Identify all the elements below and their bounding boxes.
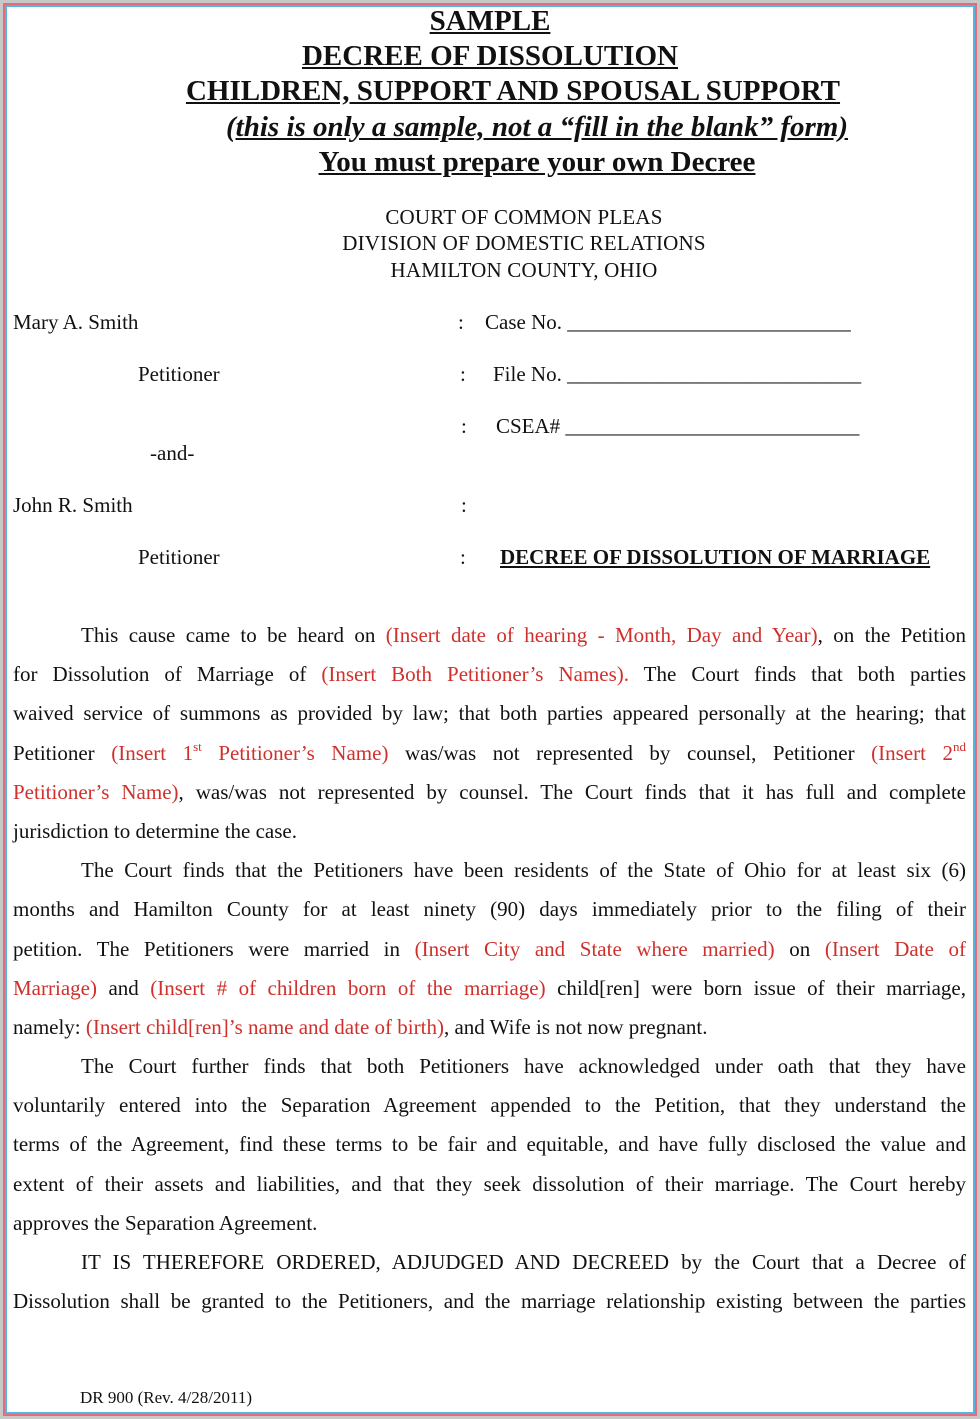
paragraph-4-line-2: Dissolution shall be granted to the Petitioners, and the marriage relationship existing between the parties — [13, 1289, 966, 1313]
text: , was/was not represented by counsel. The Court finds that it has full and complete — [178, 780, 966, 804]
paragraph-3-line-1: The Court further finds that both Petitioners have acknowledged under oath that they have — [81, 1054, 966, 1078]
heading-decree: DECREE OF DISSOLUTION — [301, 40, 678, 72]
text: was/was not represented by counsel, Petitioner — [388, 741, 872, 765]
file-number-field: File No. ____________________________ — [493, 362, 862, 386]
form-id-footer: DR 900 (Rev. 4/28/2011) — [80, 1388, 253, 1407]
paragraph-1-line-3: waived service of summons as provided by law; that both parties appeared personally at the hearing; that — [13, 701, 966, 725]
text: , and Wife is not now pregnant. — [443, 1015, 708, 1039]
paragraph-2-line-1: The Court finds that the Petitioners have been residents of the State of Ohio for at least six (6) — [81, 858, 966, 882]
paragraph-1-line-6: jurisdiction to determine the case. — [13, 819, 297, 843]
heading-children-support: CHILDREN, SUPPORT AND SPOUSAL SUPPORT — [185, 75, 841, 107]
party2-name: John R. Smith — [13, 493, 133, 517]
court-division: DIVISION OF DOMESTIC RELATIONS — [342, 231, 706, 255]
text: (Insert 2 — [871, 741, 954, 765]
caption-colon: : — [460, 362, 466, 386]
text: child[ren] were born issue of their marriage, — [545, 976, 966, 1000]
court-name: COURT OF COMMON PLEAS — [385, 205, 663, 229]
paragraph-4-line-1: IT IS THEREFORE ORDERED, ADJUDGED AND DECREED by the Court that a Decree of — [81, 1250, 966, 1274]
paragraph-2-line-3 — [13, 936, 966, 962]
text: Petitioner — [13, 741, 112, 765]
paragraph-3-line-4: extent of their assets and liabilities, and that they seek dissolution of their marriage. The Court hereby — [13, 1172, 966, 1196]
text: Petitioner’s Name) — [201, 741, 389, 765]
party1-name: Mary A. Smith — [13, 310, 139, 334]
paragraph-2-line-2: months and Hamilton County for at least ninety (90) days immediately prior to the filing of their — [13, 897, 966, 921]
text: on — [774, 937, 825, 961]
caption-colon: : — [458, 310, 464, 334]
party1-role: Petitioner — [138, 362, 220, 386]
text: for Dissolution of Marriage of — [13, 662, 322, 686]
placeholder-petitioner-names: (Insert Both Petitioner’s Names). — [321, 662, 630, 686]
text: namely: — [13, 1015, 86, 1039]
caption-colon: : — [461, 493, 467, 517]
placeholder-marriage-date: (Insert Date of — [824, 937, 966, 961]
text: petition. The Petitioners were married in — [13, 937, 415, 961]
caption-colon: : — [461, 414, 467, 438]
court-county: HAMILTON COUNTY, OHIO — [390, 258, 658, 282]
heading-sample: SAMPLE — [429, 5, 551, 37]
placeholder-hearing-date: (Insert date of hearing - Month, Day and Year) — [385, 623, 818, 647]
text: The Court finds that both parties — [629, 662, 967, 686]
csea-number-field: CSEA# ____________________________ — [496, 414, 860, 438]
text: This cause came to be heard on — [81, 623, 386, 647]
paragraph-3-line-3: terms of the Agreement, find these terms to be fair and equitable, and have fully disclosed the value and — [13, 1132, 966, 1156]
placeholder-children-count: (Insert # of children born of the marriage) — [150, 976, 546, 1000]
text: (Insert 1 — [111, 741, 194, 765]
placeholder-marriage-date-cont: Marriage) — [13, 976, 97, 1000]
ordinal-suffix: nd — [953, 739, 967, 754]
text: , on the Petition — [817, 623, 966, 647]
caption-and: -and- — [150, 441, 195, 465]
paragraph-1-line-4 — [13, 740, 966, 766]
party2-role: Petitioner — [138, 545, 220, 569]
decree-title: DECREE OF DISSOLUTION OF MARRIAGE — [500, 545, 931, 569]
paragraph-1-line-5 — [13, 779, 966, 805]
placeholder-second-petitioner — [871, 741, 966, 765]
paragraph-2-line-5 — [13, 1014, 966, 1040]
placeholder-first-petitioner — [111, 741, 388, 765]
ordinal-suffix: st — [193, 739, 202, 754]
text: and — [96, 976, 151, 1000]
paragraph-1-line-2 — [13, 661, 966, 687]
placeholder-children-names: (Insert child[ren]’s name and date of birth) — [85, 1015, 444, 1039]
paragraph-1-line-1 — [13, 622, 966, 648]
placeholder-marriage-place: (Insert City and State where married) — [414, 937, 775, 961]
placeholder-second-petitioner-cont: Petitioner’s Name) — [13, 780, 179, 804]
paragraph-2-line-4 — [13, 975, 966, 1001]
heading-sample-note: (this is only a sample, not a “fill in the blank” form) — [226, 111, 848, 143]
heading-prepare-own: You must prepare your own Decree — [318, 146, 756, 178]
paragraph-3-line-5: approves the Separation Agreement. — [13, 1211, 318, 1235]
case-number-field: Case No. ___________________________ — [485, 310, 851, 334]
paragraph-3-line-2: voluntarily entered into the Separation Agreement appended to the Petition, that they understand the — [13, 1093, 966, 1117]
caption-colon: : — [460, 545, 466, 569]
